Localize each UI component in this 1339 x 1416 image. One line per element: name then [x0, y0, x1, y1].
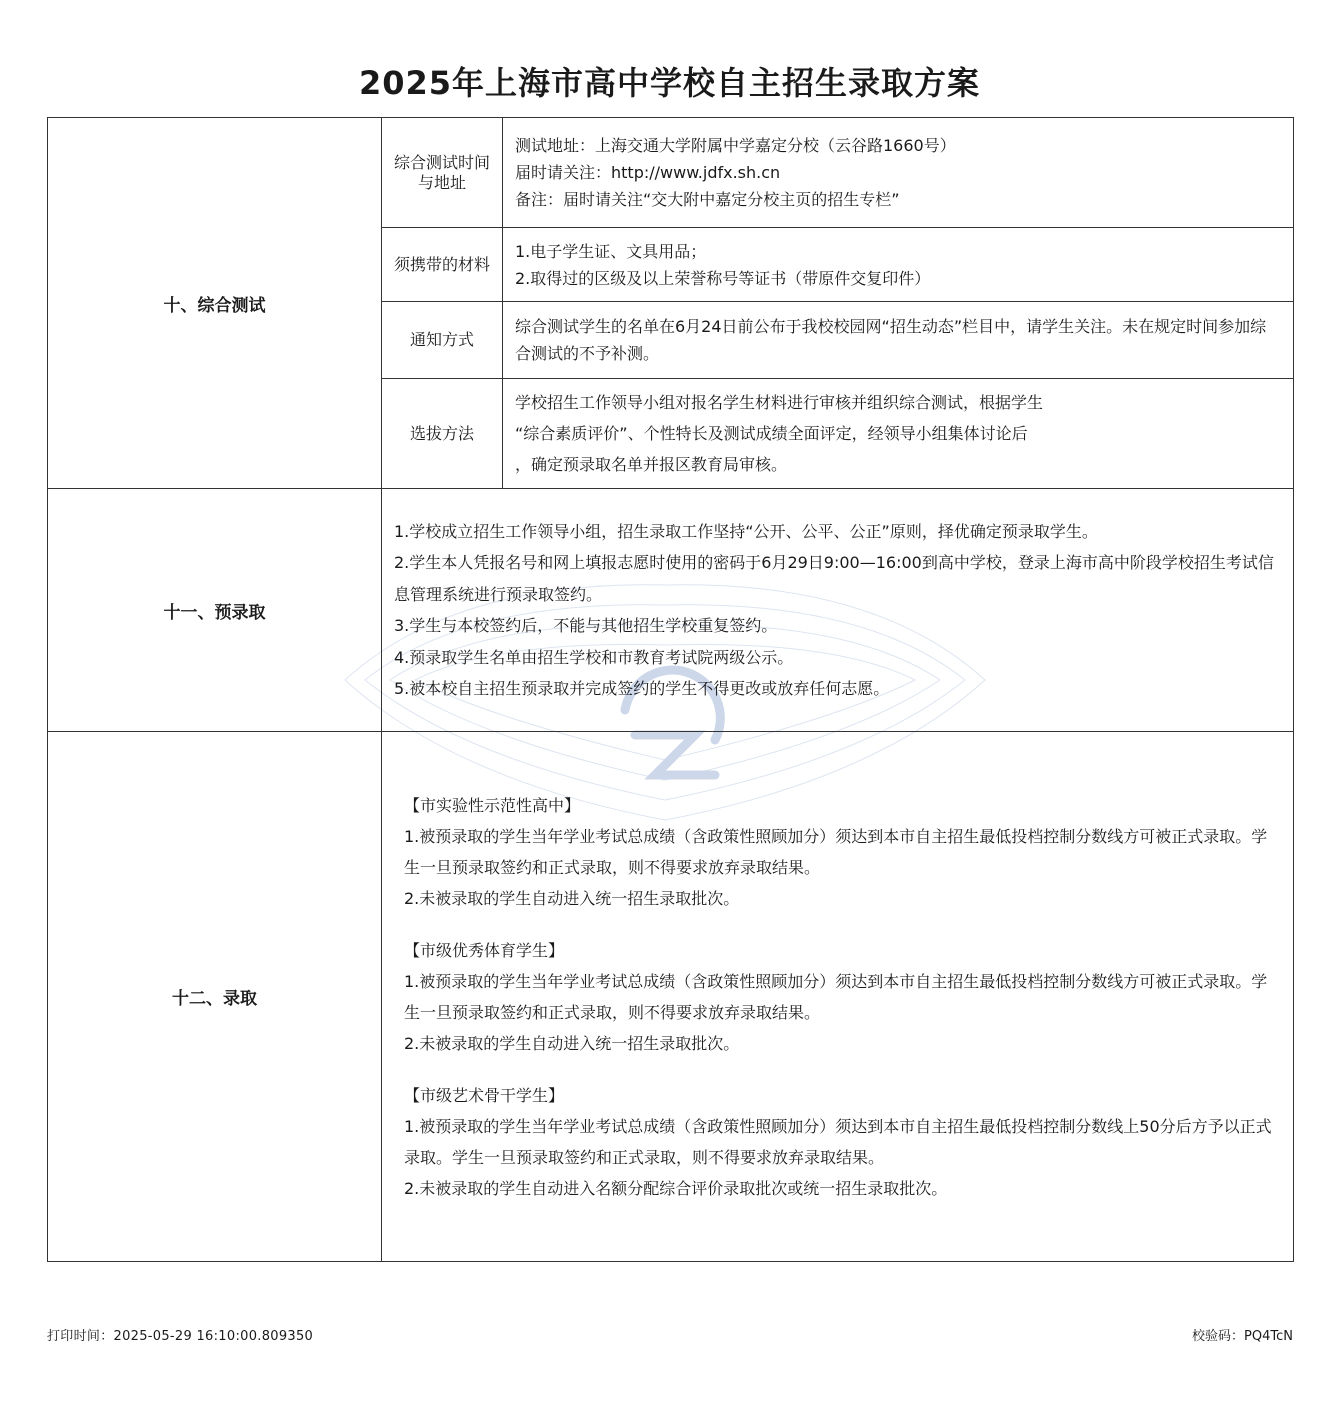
section-heading-11: 十一、预录取 [48, 489, 382, 732]
row-content [503, 302, 1294, 379]
row-content [503, 379, 1294, 489]
table-row [48, 118, 1294, 228]
row-content [503, 118, 1294, 228]
table-row [48, 732, 1294, 1262]
text-line: 2.未被录取的学生自动进入统一招生录取批次。 [404, 888, 740, 908]
text-line: 4.预录取学生名单由招生学校和市教育考试院两级公示。 [394, 647, 794, 667]
row-label: 须携带的材料 [382, 228, 503, 302]
text-line: 3.学生与本校签约后，不能与其他招生学校重复签约。 [394, 616, 778, 635]
group-title: 【市级优秀体育学生】 [404, 940, 565, 960]
row-content [382, 732, 1294, 1262]
text-line: 1.被预录取的学生当年学业考试总成绩（含政策性照顾加分）须达到本市自主招生最低投档控制分数线方可被正式录取。学生一旦预录取签约和正式录取，则不得要求放弃录取结果。 [404, 826, 1268, 877]
text-line: 备注：届时请关注“交大附中嘉定分校主页的招生专栏” [515, 190, 900, 209]
page-title: 2025年上海市高中学校自主招生录取方案 [358, 64, 981, 102]
text-line: 1.被预录取的学生当年学业考试总成绩（含政策性照顾加分）须达到本市自主招生最低投档控制分数线方可被正式录取。学生一旦预录取签约和正式录取，则不得要求放弃录取结果。 [404, 971, 1268, 1022]
text-line: 2.未被录取的学生自动进入统一招生录取批次。 [404, 1033, 740, 1053]
text-line: 1.学校成立招生工作领导小组，招生录取工作坚持“公开、公平、公正”原则，择优确定预录取学生。 [394, 521, 1098, 541]
website-link[interactable]: 届时请关注：http://www.jdfx.sh.cn [515, 163, 781, 182]
text-line: 1.被预录取的学生当年学业考试总成绩（含政策性照顾加分）须达到本市自主招生最低投档控制分数线上50分后方予以正式录取。学生一旦预录取签约和正式录取，则不得要求放弃录取结果。 [404, 1116, 1272, 1167]
text-line: 综合测试学生的名单在6月24日前公布于我校校园网“招生动态”栏目中，请学生关注。未在规定时间参加综合测试的不予补测。 [515, 317, 1267, 363]
section-heading-10: 十、综合测试 [48, 118, 382, 489]
row-label: 通知方式 [382, 302, 503, 379]
text-line: “综合素质评价”、个性特长及测试成绩全面评定，经领导小组集体讨论后 [515, 424, 1028, 443]
group-title: 【市级艺术骨干学生】 [404, 1085, 565, 1105]
print-time: 打印时间：2025-05-29 16:10:00.809350 [47, 1329, 314, 1344]
row-label: 选拔方法 [382, 379, 503, 489]
text-line: 测试地址：上海交通大学附属中学嘉定分校（云谷路1660号） [515, 136, 956, 155]
text-line: 5.被本校自主招生预录取并完成签约的学生不得更改或放弃任何志愿。 [394, 679, 890, 698]
checksum: 校验码：PQ4TcN [1192, 1329, 1293, 1344]
text-line: 2.取得过的区级及以上荣誉称号等证书（带原件交复印件） [515, 268, 931, 288]
row-content [382, 489, 1294, 732]
text-line: 2.未被录取的学生自动进入名额分配综合评价录取批次或统一招生录取批次。 [404, 1178, 948, 1198]
text-line: 2.学生本人凭报名号和网上填报志愿时使用的密码于6月29日9:00—16:00到高中学校，登录上海市高中阶段学校招生考试信息管理系统进行预录取签约。 [394, 553, 1274, 604]
text-line: ，确定预录取名单并报区教育局审核。 [515, 455, 788, 474]
row-label: 综合测试时间与地址 [382, 118, 503, 228]
group-title: 【市实验性示范性高中】 [404, 795, 581, 815]
table-row [48, 489, 1294, 732]
text-line: 1.电子学生证、文具用品； [515, 241, 707, 261]
row-content [503, 228, 1294, 302]
section-heading-12: 十二、录取 [48, 732, 382, 1262]
admission-plan-table [47, 117, 1294, 1262]
text-line: 学校招生工作领导小组对报名学生材料进行审核并组织综合测试，根据学生 [515, 393, 1044, 412]
